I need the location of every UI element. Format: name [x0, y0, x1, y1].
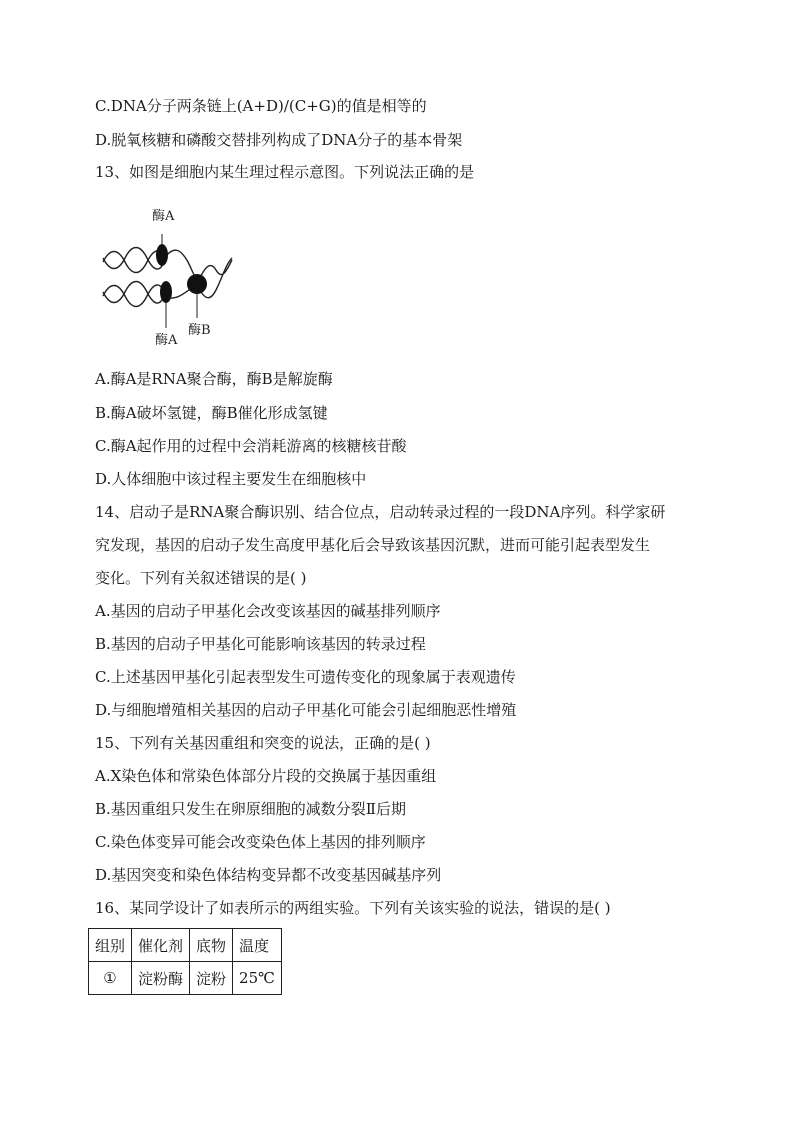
q15-option-a: A.X染色体和常染色体部分片段的交换属于基因重组	[95, 767, 437, 785]
table-row	[89, 962, 282, 995]
question-13-stem: 13、如图是细胞内某生理过程示意图。下列说法正确的是	[95, 163, 475, 181]
dna-strand-bottom-2	[103, 282, 164, 304]
question-15-stem: 15、下列有关基因重组和突变的说法，正确的是( )	[95, 734, 431, 752]
question-14-stem-line-3: 变化。下列有关叙述错误的是( )	[95, 569, 307, 587]
enzyme-a-bottom-shape	[160, 281, 172, 303]
question-14-stem-line-2: 究发现，基因的启动子发生高度甲基化后会导致该基因沉默，进而可能引起表型发生	[95, 536, 651, 554]
table-cell: 淀粉酶	[132, 962, 190, 995]
q15-option-d: D.基因突变和染色体结构变异都不改变基因碱基序列	[95, 866, 442, 884]
q15-option-c: C.染色体变异可能会改变染色体上基因的排列顺序	[95, 833, 426, 851]
question-16-stem: 16、某同学设计了如表所示的两组实验。下列有关该实验的说法，错误的是( )	[95, 899, 611, 917]
q14-option-d: D.与细胞增殖相关基因的启动子甲基化可能会引起细胞恶性增殖	[95, 701, 517, 719]
dna-strand-top-2	[103, 248, 164, 270]
q15-option-b: B.基因重组只发生在卵原细胞的减数分裂Ⅱ后期	[95, 800, 406, 818]
dna-replication-diagram	[98, 200, 238, 350]
table-header-cell: 组别	[89, 929, 132, 962]
label-enzyme-b: 酶B	[188, 323, 211, 338]
q14-option-a: A.基因的启动子甲基化会改变该基因的碱基排列顺序	[95, 602, 441, 620]
q13-option-d: D.人体细胞中该过程主要发生在细胞核中	[95, 470, 367, 488]
q13-option-a: A.酶A是RNA聚合酶，酶B是解旋酶	[95, 370, 333, 388]
table-header-cell: 底物	[190, 929, 233, 962]
option-d-dna-backbone: D.脱氧核糖和磷酸交替排列构成了DNA分子的基本骨架	[95, 131, 463, 149]
dna-replication-svg	[98, 200, 238, 350]
label-enzyme-a-top: 酶A	[152, 209, 175, 224]
table-header-cell: 温度	[233, 929, 282, 962]
table-cell: 淀粉	[190, 962, 233, 995]
table-header-cell: 催化剂	[132, 929, 190, 962]
table-header-row	[89, 929, 282, 962]
label-enzyme-a-bottom: 酶A	[155, 333, 178, 348]
q13-option-c: C.酶A起作用的过程中会消耗游离的核糖核苷酸	[95, 437, 407, 455]
dna-strand-top-1	[103, 251, 164, 273]
option-c-dna-ratio: C.DNA分子两条链上(A+D)/(C+G)的值是相等的	[95, 97, 427, 115]
enzyme-b-shape	[187, 274, 207, 294]
q14-option-c: C.上述基因甲基化引起表型发生可遗传变化的现象属于表观遗传	[95, 668, 516, 686]
q13-option-b: B.酶A破坏氢键，酶B催化形成氢键	[95, 404, 328, 422]
question-14-stem-line-1: 14、启动子是RNA聚合酶识别、结合位点，启动转录过程的一段DNA序列。科学家研	[95, 503, 666, 521]
q14-option-b: B.基因的启动子甲基化可能影响该基因的转录过程	[95, 635, 426, 653]
enzyme-a-top-shape	[156, 244, 168, 266]
dna-strand-bottom-1	[103, 285, 164, 307]
experiment-table	[88, 928, 282, 995]
table-cell: 25℃	[233, 962, 282, 995]
table-cell: ①	[89, 962, 132, 995]
